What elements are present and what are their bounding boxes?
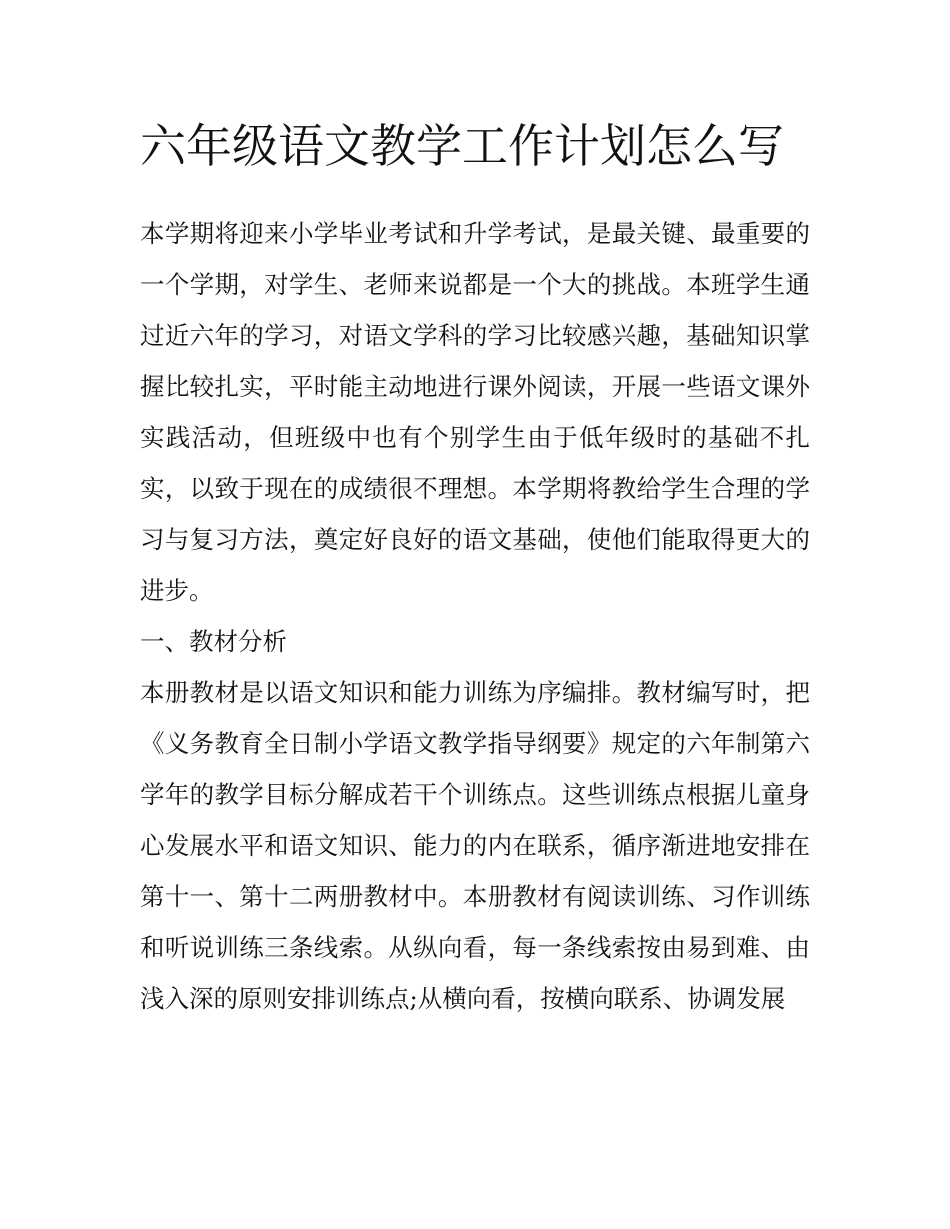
document-body	[140, 108, 810, 1024]
section-heading-textbook-analysis: 一、教材分析	[140, 627, 287, 656]
intro-paragraph: 本学期将迎来小学毕业考试和升学考试，是最关键、最重要的一个学期，对学生、老师来说都是一个大的挑战。本班学生通过近六年的学习，对语文学科的学习比较感兴趣，基础知识掌握比较扎实，平时能主动地进行课外阅读，开展一些语文课外实践活动，但班级中也有个别学生由于低年级时的基础不扎实，以致于现在的成绩很不理想。本学期将教给学生合理的学习与复习方法，奠定好良好的语文基础，使他们能取得更大的进步。	[140, 219, 810, 605]
document-title: 六年级语文教学工作计划怎么写	[140, 119, 784, 173]
textbook-analysis-paragraph: 本册教材是以语文知识和能力训练为序编排。教材编写时，把《义务教育全日制小学语文教学指导纲要》规定的六年制第六学年的教学目标分解成若干个训练点。这些训练点根据儿童身心发展水平和语文知识、能力的内在联系，循序渐进地安排在第十一、第十二两册教材中。本册教材有阅读训练、习作训练和听说训练三条线索。从纵向看，每一条线索按由易到难、由浅入深的原则安排训练点;从横向看，按横向联系、协调发展	[140, 678, 810, 1013]
